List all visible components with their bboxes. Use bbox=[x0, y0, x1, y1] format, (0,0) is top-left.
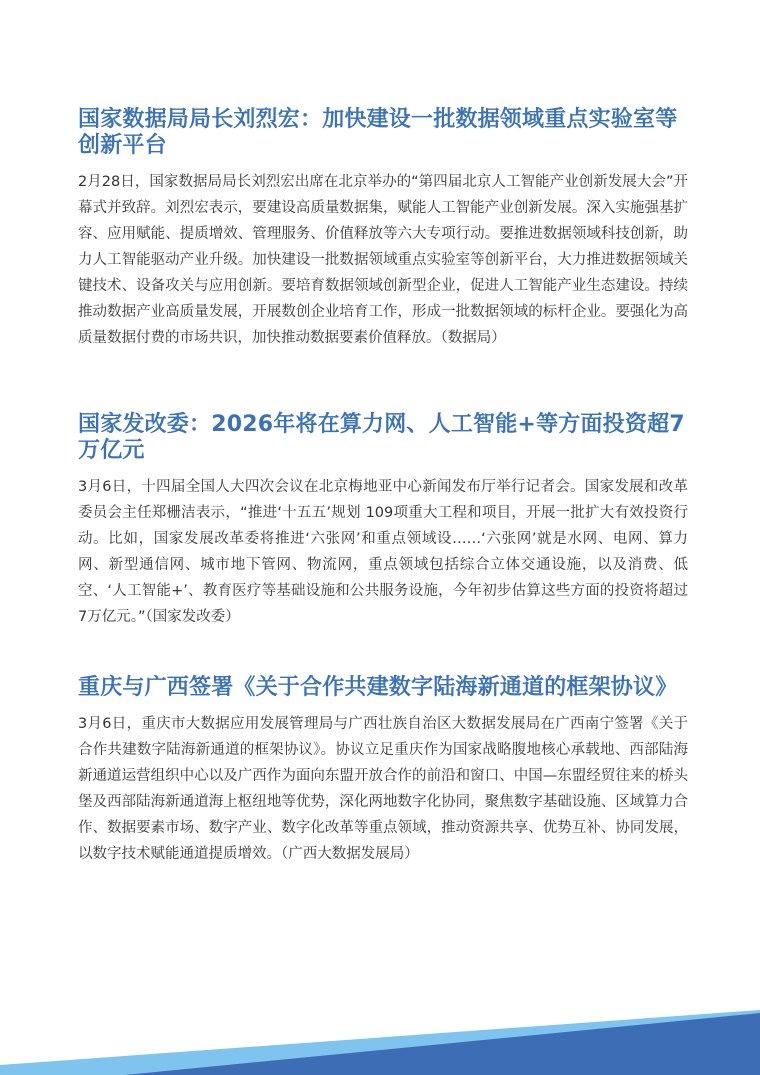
article-body: 3月6日，十四届全国人大四次会议在北京梅地亚中心新闻发布厅举行记者会。国家发展和改革委员会主任郑栅洁表示，“推进‘十五五’规划 109项重大工程和项目，开展一批扩大有效投资行动。比如，国家发展改革委将推进‘六张网’和重点领域设……‘六张网’就是水网、电网、算力网、新型通信网、城市地下管网、物流网，重点领域包括综合立体交通设施，以及消费、低空、‘人工智能+’、教育医疗等基础设施和公共服务设施，今年初步估算这些方面的投资将超过7万亿元。”（国家发改委） bbox=[78, 479, 688, 625]
news-article bbox=[78, 107, 688, 351]
article-title: 国家发改委：2026年将在算力网、人工智能+等方面投资超7万亿元 bbox=[78, 412, 685, 463]
article-title: 国家数据局局长刘烈宏：加快建设一批数据领域重点实验室等创新平台 bbox=[78, 107, 678, 158]
news-article bbox=[78, 412, 688, 630]
article-body: 3月6日，重庆市大数据应用发展管理局与广西壮族自治区大数据发展局在广西南宁签署《关于合作共建数字陆海新通道的框架协议》。协议立足重庆作为国家战略腹地核心承载地、西部陆海新通道运营组织中心以及广西作为面向东盟开放合作的前沿和窗口、中国—东盟经贸往来的桥头堡及西部陆海新通道海上枢纽地等优势，深化两地数字化协同，聚焦数字基础设施、区域算力合作、数据要素市场、数字产业、数字化改革等重点领域，推动资源共享、优势互补、协同发展，以数字技术赋能通道提质增效。（广西大数据发展局） bbox=[78, 716, 688, 862]
footer-wave-decoration bbox=[0, 990, 760, 1075]
article-title: 重庆与广西签署《关于合作共建数字陆海新通道的框架协议》 bbox=[78, 675, 678, 700]
article-body: 2月28日，国家数据局局长刘烈宏出席在北京举办的“第四届北京人工智能产业创新发展大会”开幕式并致辞。刘烈宏表示，要建设高质量数据集，赋能人工智能产业创新发展。深入实施强基扩容、应用赋能、提质增效、管理服务、价值释放等六大专项行动。要推进数据领域科技创新，助力人工智能驱动产业升级。加快建设一批数据领域重点实验室等创新平台，大力推进数据领域关键技术、设备攻关与应用创新。要培育数据领域创新型企业，促进人工智能产业生态建设。持续推动数据产业高质量发展，开展数创企业培育工作，形成一批数据领域的标杆企业。要强化为高质量数据付费的市场共识，加快推动数据要素价值释放。（数据局） bbox=[78, 174, 688, 346]
news-article bbox=[78, 675, 688, 867]
